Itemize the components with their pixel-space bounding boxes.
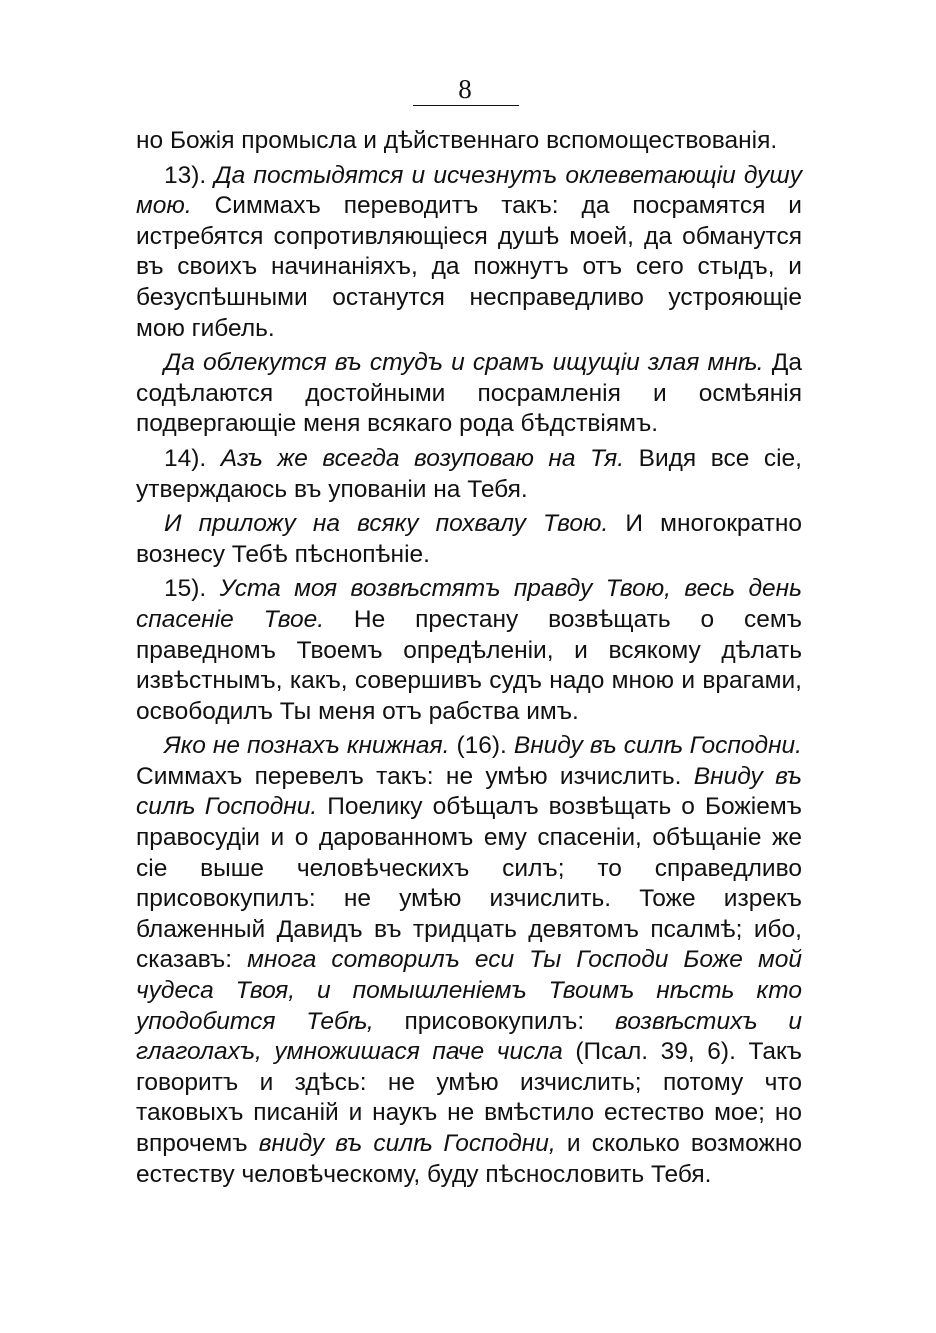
italic-quote-segment: Да постыдятся и исчезнутъ оклеветающіи душу мою. [136,161,802,220]
page-body-text [136,126,802,1194]
paragraph-p7 [136,731,802,1190]
text-segment: (16). [449,732,514,760]
text-segment: 15). [164,575,220,603]
text-segment: Поелику обѣщалъ возвѣщать о Божіемъ правосудіи и о дарованномъ ему спасеніи, обѣщаніе же сіе выше человѣческихъ силъ; то справедливо присовокупилъ: не умѣю изчислить. Тоже изрекъ блаженный Давидъ въ тридцать девятомъ псалмѣ; ибо, сказавъ: [136,793,802,974]
paragraph-p3 [136,348,802,440]
text-segment: Симмахъ переводитъ такъ: да посрамятся и истребятся сопротивляющіеся душѣ моей, да обманутся въ своихъ начинаніяхъ, да пожнутъ отъ сего стыдъ, и безуспѣшными останутся несправедливо устрояющіе мою гибель. [136,192,802,342]
page-number: 8 [458,74,472,104]
text-segment: Видя все сіе, утверждаюсь въ упованіи на Тебя. [136,444,802,503]
text-segment: Не престану возвѣщать о семъ праведномъ Твоемъ опредѣленіи, и всякому дѣлать извѣстнымъ, какъ, совершивъ судъ надо мною и врагами, освободилъ Ты меня отъ рабства имъ. [136,605,802,725]
paragraph-p1 [136,126,802,157]
text-segment: присовокупилъ: [373,1007,615,1035]
text-segment: 14). [164,444,221,472]
text-segment: Симмахъ перевелъ такъ: не умѣю изчислить. [136,762,694,790]
text-segment: и сколько возможно естеству человѣческому, буду пѣснословить Тебя. [136,1130,802,1188]
paragraph-p6 [136,574,802,727]
text-segment: 13). [164,161,215,189]
italic-quote-segment: Яко не познахъ книжная. [164,732,450,760]
text-segment: (Псал. 39, 6). Такъ говоритъ и здѣсь: не умѣю изчислить; потому что таковыхъ писаній и наукъ не вмѣстило естество мое; но впрочемъ [136,1038,802,1157]
italic-quote-segment: Азъ же всегда возуповаю на Тя. [220,444,625,472]
italic-quote-segment: Вниду въ силѣ Господни. [513,732,802,760]
italic-quote-segment: Вниду въ силѣ Господни. [136,762,802,821]
italic-quote-segment: многа сотворилъ еси Ты Господи Боже мой чудеса Твоя, и помышленіемъ Твоимъ нѣсть кто уподобится Тебѣ, [136,946,802,1035]
italic-quote-segment: возвѣстихъ и глаголахъ, умножишася паче числа [136,1007,802,1066]
italic-quote-segment: вниду въ силѣ Господни, [258,1130,556,1157]
page-number-rule [413,105,519,106]
paragraph-p2 [136,161,802,345]
paragraph-p5 [136,509,802,570]
italic-quote-segment: И приложу на всяку похвалу Твою. [164,510,609,538]
paragraph-p4 [136,444,802,505]
text-segment: И многократно вознесу Тебѣ пѣснопѣніе. [136,510,802,568]
text-segment: Да содѣлаются достойными посрамленія и осмѣянія подвергающіе меня всякаго рода бѣдствіямъ. [136,349,802,438]
italic-quote-segment: Уста моя возвѣстятъ правду Твою, весь день спасеніе Твое. [136,575,802,633]
text-segment: но Божія промысла и дѣйственнаго вспомоществованія. [136,127,778,154]
italic-quote-segment: Да облекутся въ студъ и срамъ ищущіи злая мнѣ. [164,349,764,377]
